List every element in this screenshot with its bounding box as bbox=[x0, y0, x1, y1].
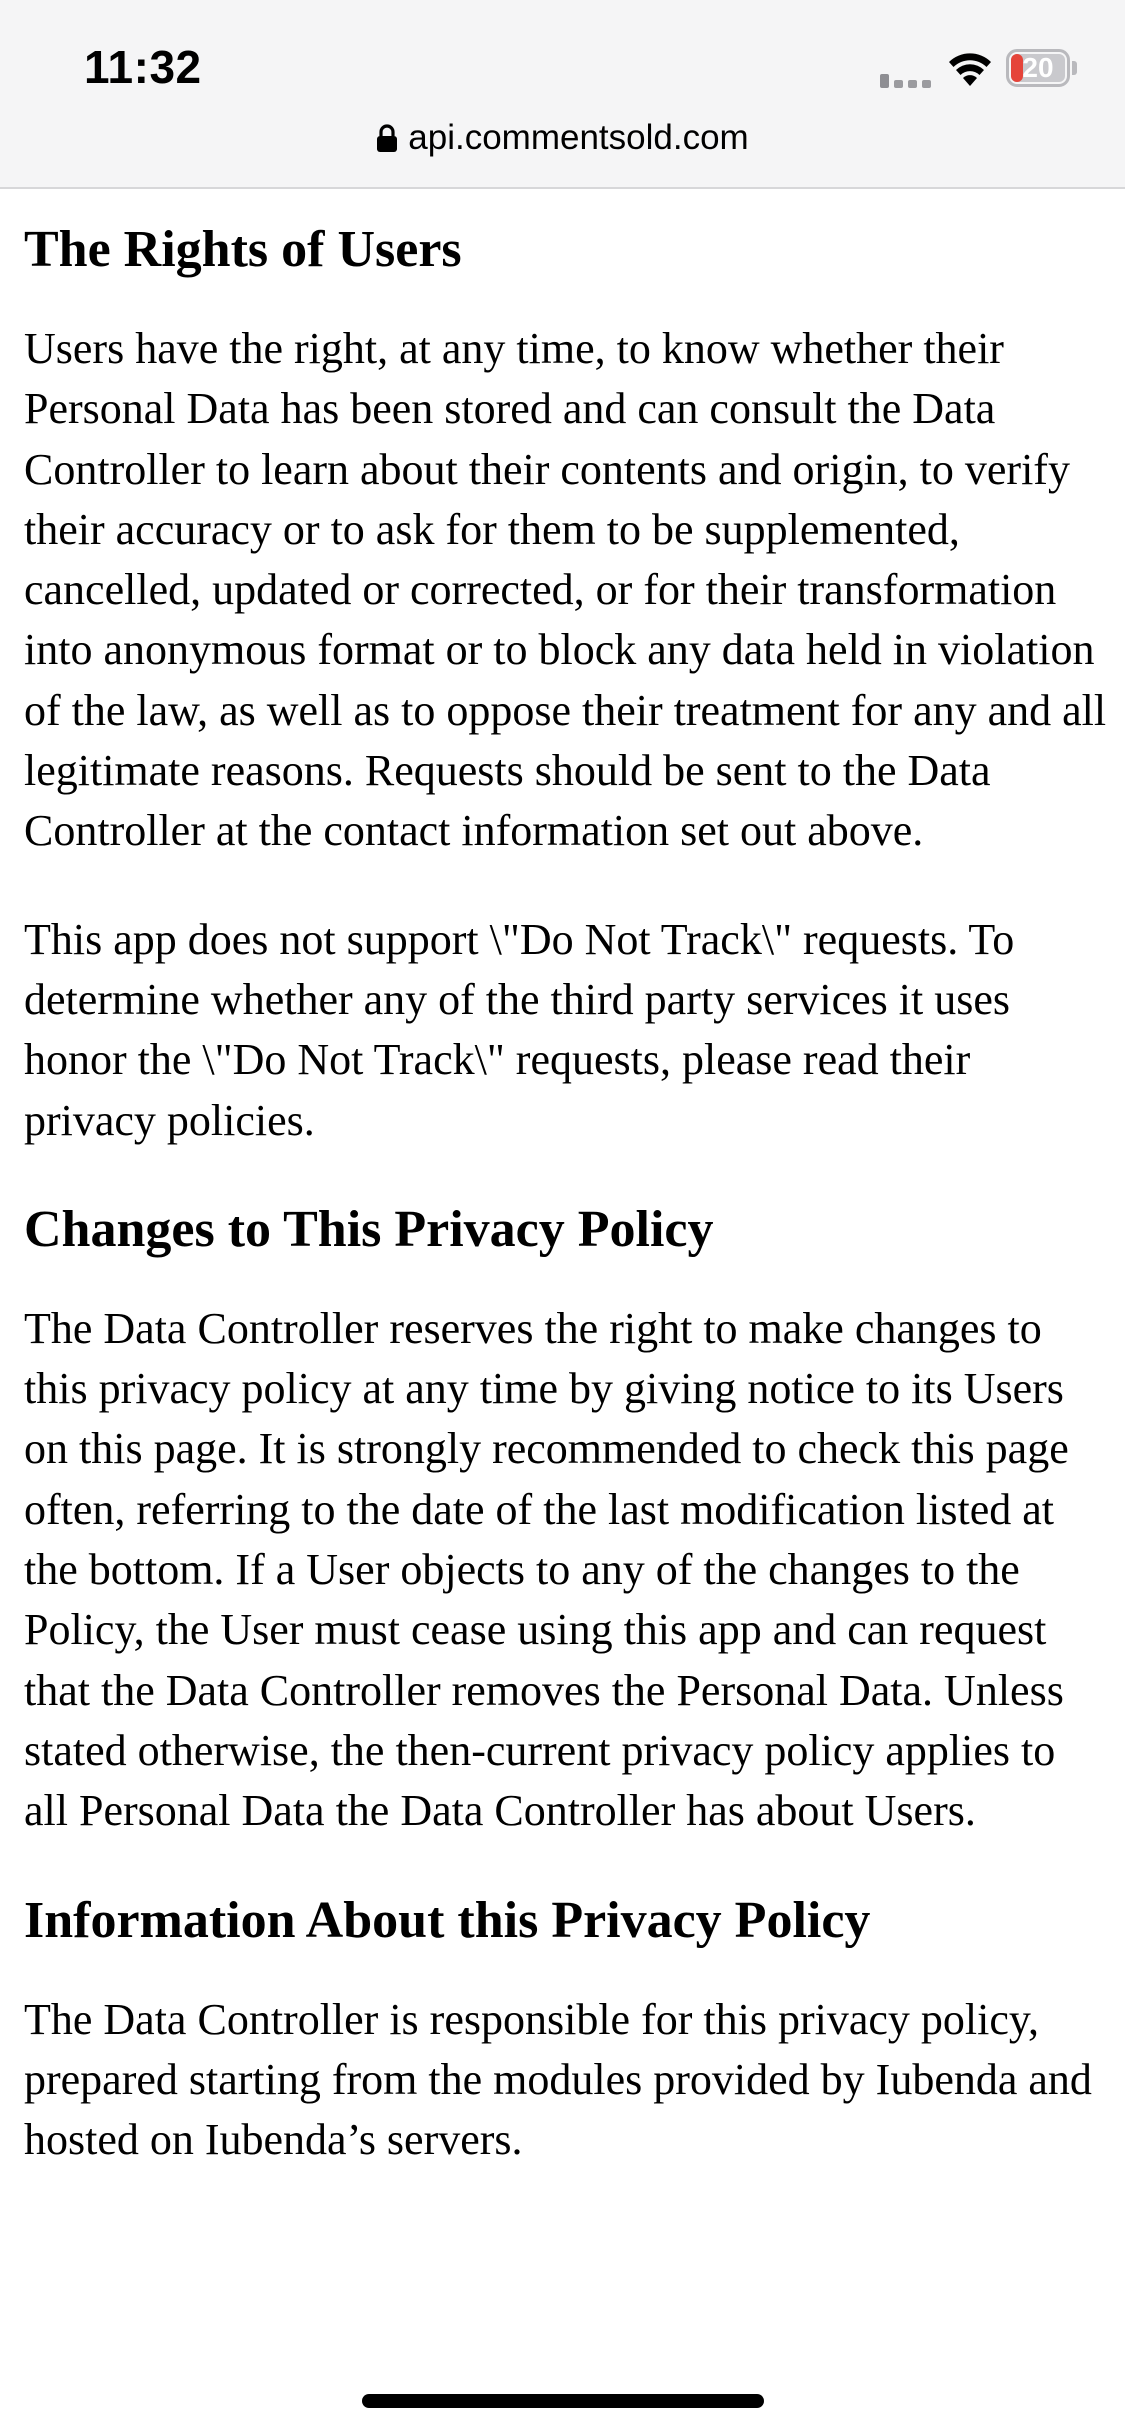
section-paragraph: Users have the right, at any time, to know whether their Personal Data has been stored and can consult the Data Controller to learn about their contents and origin, to verify their accuracy or to ask for them to be supplemented, cancelled, updated or corrected, or for their transformation into anonymous format or to block any data held in violation of the law, as well as to oppose their treatment for any and all legitimate reasons. Requests should be sent to the Data Controller at the contact information set out above. bbox=[24, 324, 1107, 856]
cellular-signal-icon bbox=[880, 62, 936, 88]
battery-nub bbox=[1072, 61, 1077, 75]
browser-top-bar bbox=[0, 0, 1125, 189]
lock-icon bbox=[376, 123, 398, 153]
section-changes-to-policy bbox=[24, 1199, 1109, 1842]
section-heading: Information About this Privacy Policy bbox=[24, 1891, 871, 1949]
section-paragraph: The Data Controller is responsible for this privacy policy, prepared starting from the modules provided by Iubenda and hosted on Iubenda’s servers. bbox=[24, 1994, 1092, 2165]
home-indicator[interactable] bbox=[362, 2394, 764, 2408]
section-heading: The Rights of Users bbox=[24, 221, 462, 278]
section-paragraph: This app does not support \"Do Not Track\" requests. To determine whether any of the third party services it uses honor the \"Do Not Track\" requests, please read their privacy policies. bbox=[24, 914, 1015, 1145]
section-information-about-policy bbox=[24, 1890, 1109, 2171]
battery-level-text: 20 bbox=[1022, 52, 1054, 83]
section-heading: Changes to This Privacy Policy bbox=[24, 1200, 714, 1258]
address-bar[interactable] bbox=[0, 118, 1125, 158]
status-time: 11:32 bbox=[84, 41, 202, 93]
wifi-icon bbox=[948, 48, 992, 88]
battery-icon bbox=[1006, 49, 1070, 87]
section-rights-of-users bbox=[24, 219, 1109, 1151]
privacy-policy-content bbox=[24, 189, 1109, 2218]
url-text[interactable]: api.commentsold.com bbox=[408, 118, 749, 157]
section-paragraph: The Data Controller reserves the right to make changes to this privacy policy at any time by giving notice to its Users on this page. It is strongly recommended to check this page often, referring to the date of the last modification listed at the bottom. If a User objects to any of the changes to the Policy, the User must cease using this app and can request that the Data Controller removes the Personal Data. Unless stated otherwise, the then-current privacy policy applies to all Personal Data the Data Controller has about Users. bbox=[24, 1303, 1069, 1836]
